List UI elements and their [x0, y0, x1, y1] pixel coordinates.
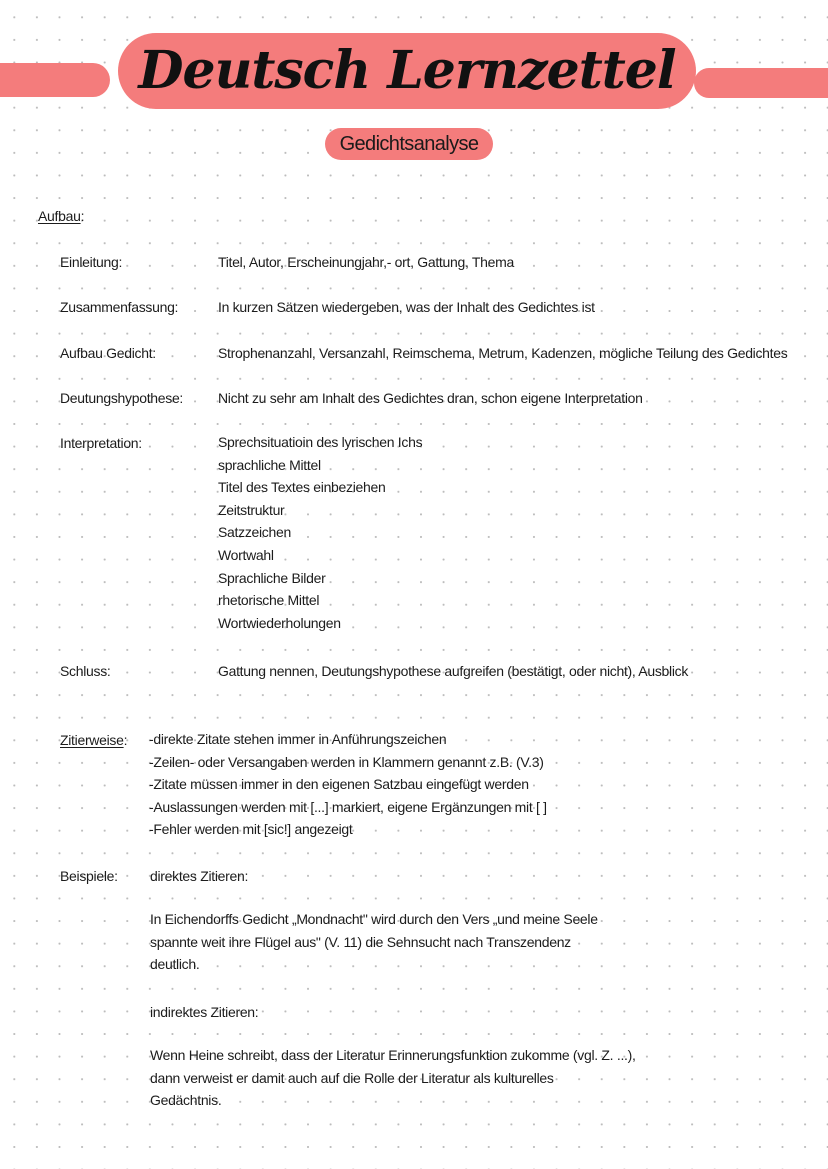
example-line: Wenn Heine schreibt, dass der Literatur Erinnerungsfunktion zukomme (vgl. Z. ...), [150, 1047, 636, 1063]
zitierweise-heading-text: Zitierweise [60, 732, 124, 748]
aufbau-heading-colon: : [80, 208, 85, 224]
interpretation-item: Titel des Textes einbeziehen [218, 479, 386, 496]
example-line: spannte weit ihre Flügel aus" (V. 11) die Sehnsucht nach Transzendenz [150, 933, 571, 950]
row-text-zusammenfassung: In kurzen Sätzen wiedergeben, was der Inhalt des Gedichtes ist [218, 299, 595, 315]
row-label-einleitung: Einleitung: [60, 254, 123, 270]
row-text-deutungshypothese: Nicht zu sehr am Inhalt des Gedichtes dran, schon eigene Interpretation [218, 390, 643, 406]
interpretation-item: Zeitstruktur [218, 501, 285, 518]
example-line: In Eichendorffs Gedicht „Mondnacht" wird durch den Vers „und meine Seele [150, 911, 598, 927]
interpretation-item: Satzzeichen [218, 524, 291, 541]
example-line: Gedächtnis. [150, 1092, 222, 1109]
zitierweise-item: -Zitate müssen immer in den eigenen Satzbau eingefügt werden [149, 776, 529, 793]
interpretation-item: rhetorische Mittel [218, 592, 320, 609]
example-line: dann verweist er damit auch auf die Rolle der Literatur als kulturelles [150, 1069, 554, 1086]
indirect-quote-example [150, 1044, 636, 1112]
direct-quote-heading: direktes Zitieren: [150, 868, 249, 884]
zitierweise-item: -Auslassungen werden mit [...] markiert, eigene Ergänzungen mit [ ] [149, 798, 547, 815]
row-text-aufbau-gedicht: Strophenanzahl, Versanzahl, Reimschema, Metrum, Kadenzen, mögliche Teilung des Gedichtes [218, 345, 788, 361]
interpretation-list [218, 431, 422, 634]
header-band-right [694, 68, 828, 98]
row-label-schluss: Schluss: [60, 663, 111, 679]
example-line: deutlich. [150, 956, 200, 973]
interpretation-item: Sprechsituatioin des lyrischen Ichs [218, 434, 423, 450]
zitierweise-heading-colon: : [123, 732, 128, 748]
page-subtitle: Gedichtsanalyse [325, 128, 493, 160]
row-label-aufbau-gedicht: Aufbau Gedicht: [60, 345, 156, 361]
zitierweise-item: -direkte Zitate stehen immer in Anführungszeichen [149, 731, 447, 747]
beispiele-heading: Beispiele: [60, 868, 118, 884]
row-text-einleitung: Titel, Autor, Erscheinungjahr,- ort, Gattung, Thema [218, 254, 514, 270]
aufbau-heading [38, 208, 84, 224]
page-title: Deutsch Lernzettel [138, 40, 676, 101]
interpretation-item: sprachliche Mittel [218, 456, 321, 473]
zitierweise-item: -Zeilen- oder Versangaben werden in Klammern genannt z.B. (V.3) [149, 753, 544, 770]
row-label-zusammenfassung: Zusammenfassung: [60, 299, 179, 315]
interpretation-item: Wortwahl [218, 546, 274, 563]
direct-quote-example [150, 908, 598, 976]
row-text-schluss: Gattung nennen, Deutungshypothese aufgreifen (bestätigt, oder nicht), Ausblick [218, 663, 689, 679]
zitierweise-heading [60, 732, 127, 748]
zitierweise-item: -Fehler werden mit [sic!] angezeigt [149, 821, 353, 838]
row-label-interpretation: Interpretation: [60, 435, 142, 451]
header-band-left [0, 63, 110, 97]
indirect-quote-heading: indirektes Zitieren: [150, 1004, 259, 1020]
interpretation-item: Wortwiederholungen [218, 614, 341, 631]
zitierweise-list [149, 728, 547, 841]
aufbau-heading-text: Aufbau [38, 208, 81, 224]
row-label-deutungshypothese: Deutungshypothese: [60, 390, 184, 406]
interpretation-item: Sprachliche Bilder [218, 569, 326, 586]
